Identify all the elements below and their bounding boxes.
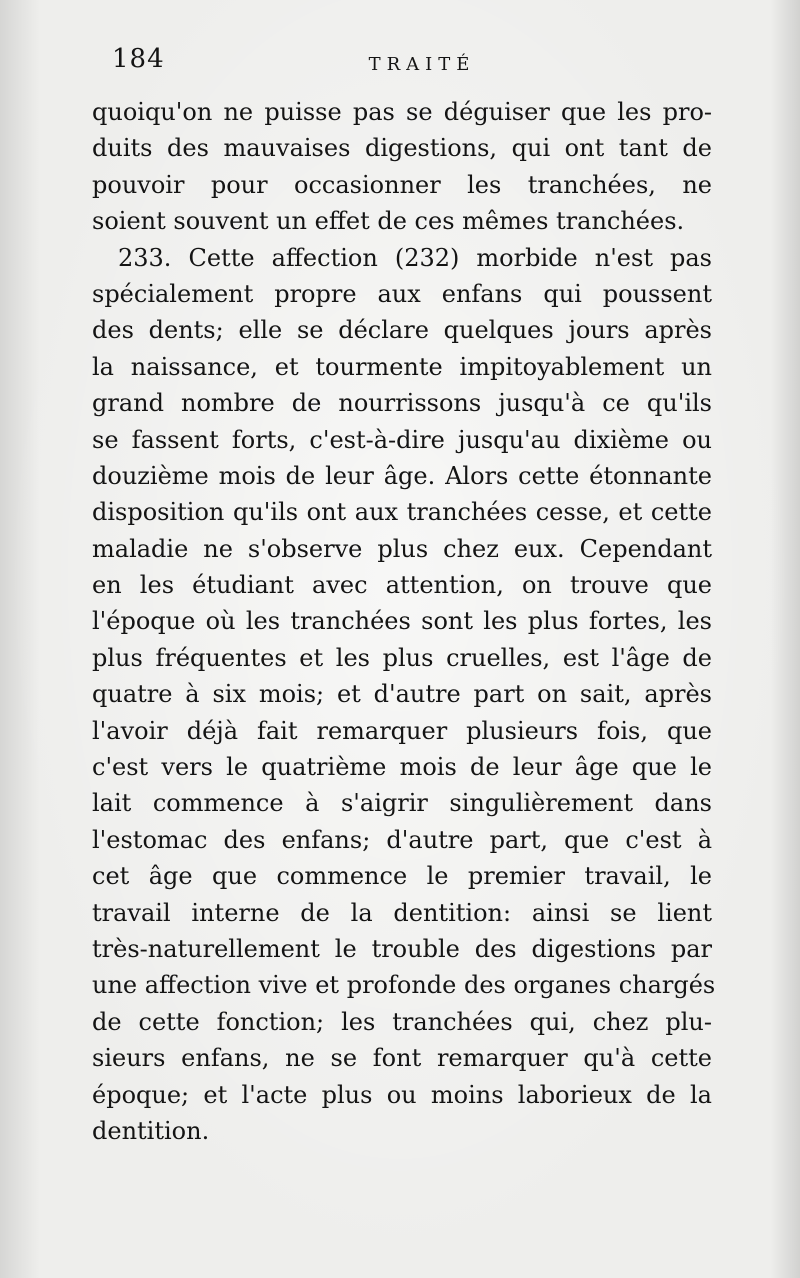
text-line: époque; et l'acte plus ou moins laborieux de la	[92, 1080, 712, 1109]
text-line: dentition.	[92, 1116, 210, 1145]
text-line: disposition qu'ils ont aux tranchées cesse, et cette	[92, 498, 712, 527]
text-line: une affection vive et profonde des organes chargés	[92, 971, 716, 1000]
text-line: se fassent forts, c'est-à-dire jusqu'au dixième ou	[92, 425, 712, 454]
text-line: c'est vers le quatrième mois de leur âge que le	[92, 753, 712, 782]
text-line: de cette fonction; les tranchées qui, chez plu-	[92, 1007, 712, 1036]
text-line: en les étudiant avec attention, on trouve que	[92, 571, 712, 600]
text-line: des dents; elle se déclare quelques jours après	[92, 316, 712, 345]
text-line: très-naturellement le trouble des digestions par	[92, 934, 712, 963]
text-line: lait commence à s'aigrir singulièrement dans	[92, 789, 712, 818]
page-number: 184	[112, 44, 165, 74]
text-line: douzième mois de leur âge. Alors cette étonnante	[92, 461, 712, 490]
text-line: l'avoir déjà fait remarquer plusieurs fois, que	[92, 716, 712, 745]
text-line: soient souvent un effet de ces mêmes tranchées.	[92, 207, 685, 236]
text-line: cet âge que commence le premier travail, le	[92, 862, 712, 891]
text-line: grand nombre de nourrissons jusqu'à ce qu'ils	[92, 389, 712, 418]
text-line: l'époque où les tranchées sont les plus fortes, les	[92, 607, 712, 636]
text-line: maladie ne s'observe plus chez eux. Cependant	[92, 534, 712, 563]
text-line: plus fréquentes et les plus cruelles, est l'âge de	[92, 643, 712, 672]
running-head: TRAITÉ	[368, 54, 476, 75]
text-line: sieurs enfans, ne se font remarquer qu'à cette	[92, 1044, 712, 1073]
text-line: l'estomac des enfans; d'autre part, que c'est à	[92, 825, 712, 854]
text-line: travail interne de la dentition: ainsi se lient	[92, 898, 712, 927]
text-line: duits des mauvaises digestions, qui ont tant de	[92, 134, 712, 163]
text-line: 233. Cette affection (232) morbide n'est pas	[118, 243, 712, 272]
text-line: spécialement propre aux enfans qui poussent	[92, 279, 712, 308]
page-header	[112, 44, 732, 84]
text-line: la naissance, et tourmente impitoyablement un	[92, 352, 712, 381]
text-line: pouvoir pour occasionner les tranchées, ne	[92, 170, 712, 199]
body-text	[92, 94, 716, 1149]
text-line: quoiqu'on ne puisse pas se déguiser que les pro-	[92, 98, 712, 126]
text-line: quatre à six mois; et d'autre part on sait, après	[92, 680, 712, 709]
